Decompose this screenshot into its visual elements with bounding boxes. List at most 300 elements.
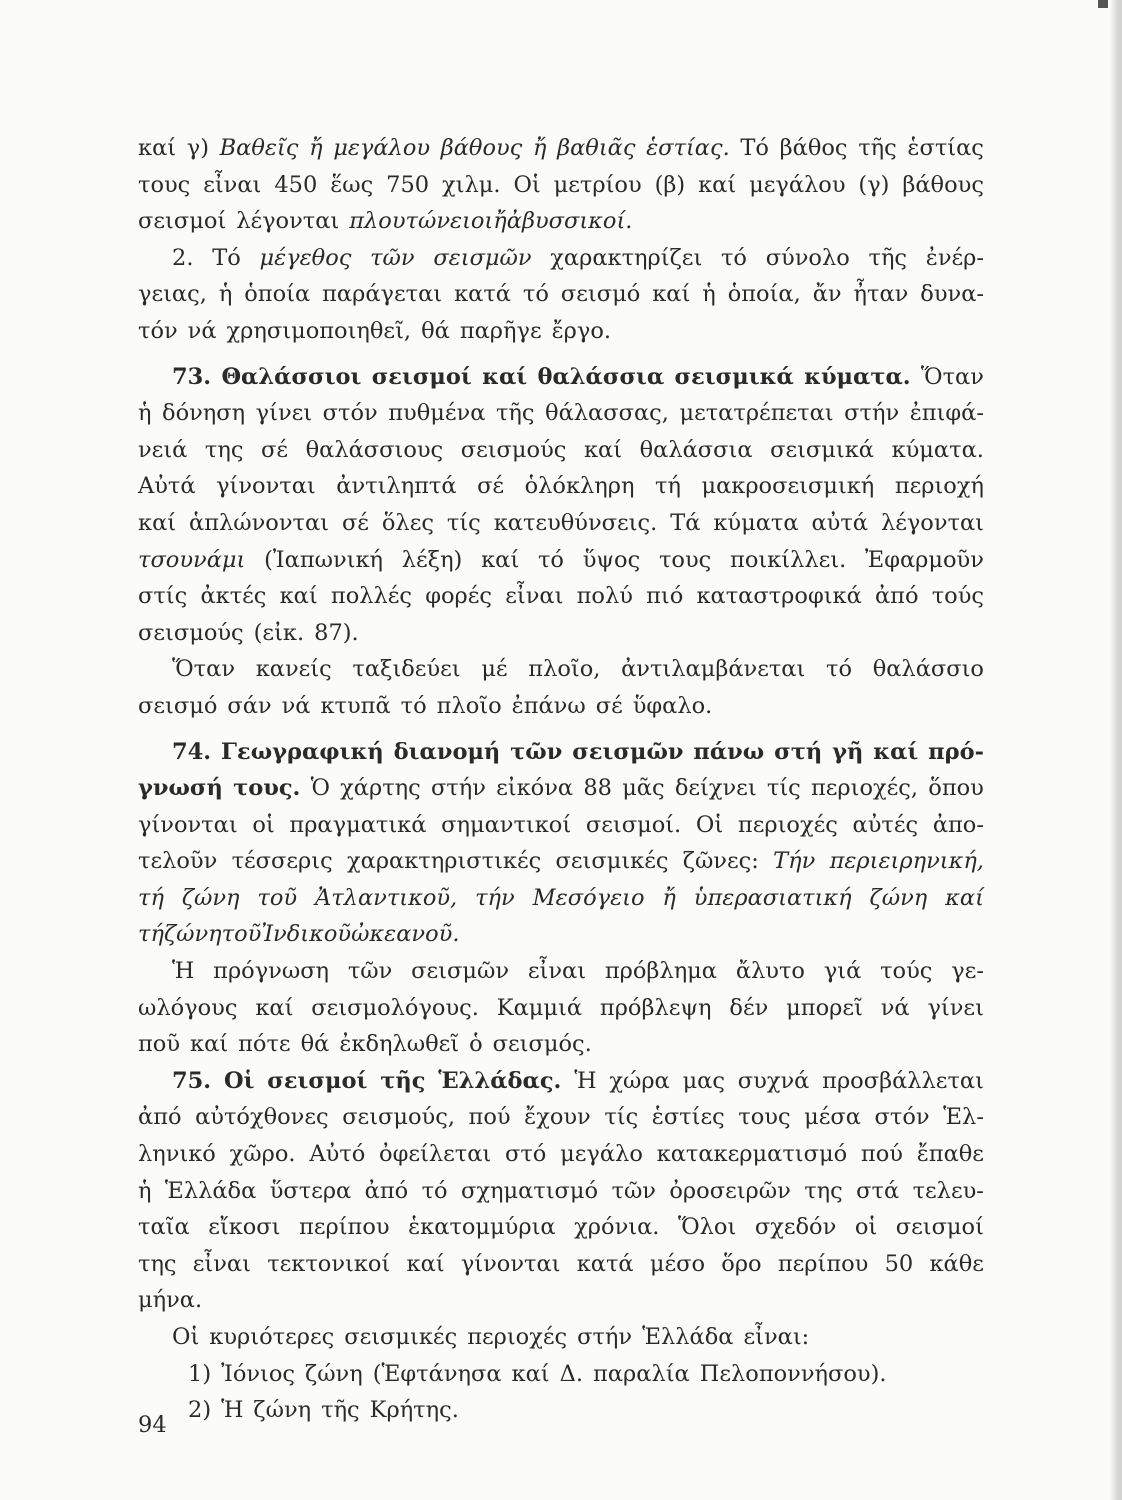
word: δόνηση	[162, 400, 246, 427]
page-edge-shadow	[1110, 0, 1122, 1500]
word: Πελοποννήσου).	[699, 1360, 887, 1387]
text-line	[138, 578, 984, 615]
word: περιοχές	[737, 811, 838, 838]
word: πλουτώνειοι	[349, 208, 494, 235]
word: πού	[468, 1104, 511, 1131]
word: ποικίλλει.	[730, 546, 847, 573]
word: αὐτόχθονες	[195, 1104, 329, 1131]
word: ὀφείλεται	[379, 1141, 492, 1168]
word: σεισμούς	[138, 619, 244, 646]
word: πλοῖο,	[528, 656, 601, 683]
word: Τό	[740, 135, 769, 161]
word: ἑστίας.	[646, 135, 730, 161]
word: εἶναι	[203, 171, 262, 198]
word: ζώνη	[163, 921, 222, 948]
word: τῆς	[321, 1397, 360, 1424]
word: της	[204, 436, 244, 463]
section-heading-75	[138, 1063, 984, 1100]
word: πολύ	[576, 583, 633, 610]
word: σεισμικές	[555, 848, 669, 875]
word: Αὐτό	[309, 1141, 366, 1168]
word: μέσο	[649, 1250, 706, 1277]
word: τόν	[138, 317, 178, 344]
word: ὁποία	[244, 281, 311, 308]
word: κανείς	[255, 656, 332, 683]
word: πότε	[238, 1031, 291, 1058]
text-line	[138, 1319, 984, 1356]
word: σεισμοί	[267, 1067, 368, 1094]
word: γνωσή	[138, 775, 223, 802]
word: λέγονται	[236, 208, 340, 235]
word: ταξιδεύει	[352, 656, 461, 683]
text-line	[138, 880, 984, 917]
word: ὀροσειρῶν	[669, 1177, 791, 1204]
word: Βαθεῖς	[219, 135, 299, 161]
text-line	[138, 240, 984, 277]
word: χιλμ.	[442, 171, 501, 198]
word: παραλία	[593, 1360, 690, 1387]
word: καί	[279, 583, 318, 610]
word: τήν	[475, 884, 515, 911]
word: σεισμούς	[460, 436, 567, 463]
word: χρησιμοποιηθεῖ,	[226, 317, 412, 344]
word: σέ	[261, 436, 289, 463]
word: στό	[505, 1141, 547, 1168]
word: Ἀτλαντικοῦ,	[314, 884, 458, 911]
word: ὑπερασιατική	[693, 884, 852, 911]
word: Ἑλλάδα	[642, 1324, 734, 1350]
word: (Ἰαπωνική	[264, 546, 383, 573]
word: τίς	[604, 1104, 639, 1131]
word: ληνικό	[138, 1141, 216, 1168]
word: μετρίου	[553, 171, 642, 198]
word: Ἐφαρμοῦν	[865, 546, 984, 573]
word: τοῦ	[257, 884, 298, 911]
word: ἀπό	[364, 1177, 409, 1204]
word: θαλάσσια	[639, 436, 753, 463]
word: πρό-	[928, 738, 984, 765]
word: (γ)	[858, 171, 890, 198]
word: ὁποία,	[727, 281, 801, 308]
word: στήν	[430, 775, 486, 802]
word: 74.	[172, 738, 212, 765]
word: μεγάλο	[560, 1141, 643, 1168]
word: (Ἑφτάνησα	[372, 1360, 502, 1387]
word: προσβάλλεται	[822, 1067, 984, 1094]
word: κτυπᾶ	[320, 692, 391, 719]
word: ἀβυσσικοί.	[506, 208, 633, 235]
text-line	[138, 1099, 984, 1136]
word: ἀπο-	[932, 811, 984, 838]
text-line	[138, 651, 984, 688]
word: στήν	[577, 1324, 633, 1350]
word: γίνει	[255, 400, 313, 427]
word: μεγάλου	[749, 171, 846, 198]
word: ἄλυτο	[735, 958, 805, 985]
word: νά	[880, 994, 910, 1021]
word: σχηματισμό	[461, 1177, 599, 1204]
word: εἶναι	[505, 583, 564, 610]
word: μήνα.	[138, 1287, 203, 1314]
word: δυνα-	[920, 281, 984, 308]
word: τό	[522, 281, 549, 308]
word: τεκτονικοί	[267, 1250, 391, 1277]
word: ὅρο	[721, 1250, 762, 1277]
word: κύματα.	[804, 363, 911, 390]
word: τῆς	[380, 1067, 426, 1094]
word: ὠκεανοῦ.	[351, 921, 460, 948]
word: τῶν	[370, 244, 415, 271]
word: ἤ	[493, 208, 507, 235]
word: της	[804, 1177, 843, 1204]
word: τῶν	[510, 738, 563, 765]
word: σεισμῶν	[433, 244, 532, 271]
word: πού	[860, 1141, 903, 1168]
word: ἑστίες	[651, 1104, 725, 1131]
scan-mark	[1098, 0, 1108, 8]
word: πιό	[646, 583, 684, 610]
word: γ)	[186, 135, 209, 161]
word: χάρτης	[340, 775, 421, 802]
word: σεισμῶν	[572, 738, 684, 765]
word: τους	[738, 1104, 791, 1131]
word: εἶναι	[527, 958, 587, 985]
text-line	[138, 203, 984, 240]
word: ἀκτές	[200, 583, 267, 610]
word: στόν	[322, 400, 378, 427]
word: κύματα	[713, 509, 799, 536]
word: τίς	[446, 509, 481, 536]
word: σύνολο	[765, 244, 850, 271]
word: σχεδόν	[754, 1214, 837, 1241]
word: τους	[658, 546, 712, 573]
word: ζώνη	[253, 1397, 312, 1424]
word: γιά	[823, 958, 862, 985]
word: 450	[274, 171, 318, 198]
word: 73.	[172, 363, 212, 390]
word: ἔχουν	[524, 1104, 591, 1131]
word: πλοῖο	[436, 692, 502, 719]
word: 2)	[188, 1397, 212, 1424]
word: ωλόγους	[138, 994, 238, 1021]
word: καί	[583, 436, 623, 463]
word: Ἡ	[221, 1397, 244, 1424]
word: ἤ	[532, 135, 547, 161]
section-heading-73	[138, 359, 984, 396]
word: τό	[421, 1177, 448, 1204]
word: σεισμός.	[492, 1031, 592, 1058]
word: κατευθύνσεις.	[493, 509, 658, 536]
word: 75.	[172, 1067, 212, 1094]
word: γίνονται	[138, 811, 238, 838]
word: ἤ	[662, 884, 676, 911]
word: περιοχές,	[810, 775, 919, 802]
word: σεισμό	[560, 281, 641, 308]
word: Ὁ	[310, 775, 330, 802]
text-line	[138, 843, 984, 880]
word: σεισμοί	[895, 1214, 984, 1241]
word: πρόγνωση	[213, 958, 330, 985]
word: μετατρέπεται	[679, 400, 834, 427]
word: μας	[682, 1067, 725, 1094]
word: ἡ	[138, 1177, 152, 1204]
word: ἡ	[702, 281, 716, 308]
word: μεγάλου	[333, 135, 431, 161]
word: μέγεθος	[259, 244, 352, 271]
word: ὅπου	[928, 775, 984, 802]
page-number: 94	[138, 1412, 167, 1438]
word: μέσα	[804, 1104, 861, 1131]
word: γίνονται	[216, 473, 316, 500]
word: κάθε	[929, 1250, 984, 1277]
word: στήν	[844, 400, 900, 427]
word: ζώνη	[869, 884, 928, 911]
word: σεισμοί	[138, 208, 227, 235]
word: εἶναι	[192, 1250, 251, 1277]
word: ποῦ	[138, 1031, 181, 1058]
word: σέ	[477, 473, 505, 500]
word: σεισμολόγους.	[311, 994, 479, 1021]
word: της	[138, 1250, 177, 1277]
word: τίς	[766, 775, 801, 802]
word: ἔργο.	[551, 317, 612, 344]
word: Γεωγραφική	[221, 738, 384, 765]
word: καί	[482, 363, 528, 390]
word: σεισμικές	[344, 1324, 458, 1350]
word: τους	[138, 171, 191, 198]
word: Ἰόνιος	[221, 1360, 296, 1387]
word: ἐπιφά-	[909, 400, 984, 427]
word: ὅλες	[381, 509, 434, 536]
word: Καμμιά	[496, 994, 583, 1021]
word: ταῖα	[138, 1214, 190, 1241]
word: βάθους	[440, 135, 523, 161]
word: θά	[421, 317, 450, 344]
text-line	[138, 505, 984, 542]
text-line	[138, 953, 984, 990]
word: περίπου	[777, 1250, 869, 1277]
text-line	[138, 468, 984, 505]
word: κατά	[454, 281, 511, 308]
section-heading-74	[138, 734, 984, 771]
word: θαλάσσιο	[872, 656, 984, 683]
word: πρόβλεψη	[599, 994, 712, 1021]
word: τσουνάμι	[138, 546, 246, 573]
word: 87).	[314, 619, 359, 646]
word: βάθους	[902, 171, 984, 198]
text-line	[138, 688, 984, 725]
text-line	[138, 1246, 984, 1283]
word: τῆς	[858, 135, 897, 161]
word: τό	[720, 244, 747, 271]
word: ζώνη	[181, 884, 240, 911]
word: νειά	[138, 436, 188, 463]
word: Ἡ	[172, 958, 195, 985]
word: ἐπάνω	[511, 692, 586, 719]
word: θά	[300, 1031, 330, 1058]
word: καί	[138, 135, 177, 161]
text-line	[138, 1209, 984, 1246]
text-line	[138, 1282, 984, 1319]
word: καί	[190, 1031, 229, 1058]
word: Οἱ	[695, 811, 724, 838]
word: Οἱ	[172, 1324, 200, 1350]
word: τῶν	[611, 1177, 656, 1204]
word: ἀπό	[874, 583, 919, 610]
word: καί	[652, 281, 691, 308]
word: οἱ	[854, 1214, 878, 1241]
text-line	[138, 1136, 984, 1173]
word: περιειρηνική,	[829, 848, 984, 875]
word: Οἱ	[513, 171, 541, 198]
word: ζῶνες:	[682, 848, 759, 875]
word: Κρήτης.	[369, 1397, 459, 1424]
word: Θαλάσσιοι	[221, 363, 362, 390]
word: καί	[511, 1360, 550, 1387]
word: τῶν	[347, 958, 393, 985]
word: βάθος	[779, 135, 848, 161]
word: ὕστερα	[269, 1177, 352, 1204]
text-line	[138, 313, 984, 350]
word: (β)	[654, 171, 686, 198]
list-item	[138, 1356, 984, 1393]
word: σάν	[227, 692, 272, 719]
word: καί	[138, 509, 177, 536]
word: διανομή	[393, 738, 501, 765]
word: ἐνέρ-	[925, 244, 984, 271]
text-line	[138, 615, 984, 652]
word: γῆ	[832, 738, 864, 765]
word: πολλές	[330, 583, 413, 610]
word: Ὅλοι	[677, 1214, 737, 1241]
word: χώρα	[609, 1067, 670, 1094]
word: σέ	[595, 692, 623, 719]
word: τῆς	[495, 400, 535, 427]
word: παρῆγε	[459, 317, 542, 344]
word: ὕψος	[582, 546, 641, 573]
word: συχνά	[737, 1067, 810, 1094]
word: δέν	[729, 994, 769, 1021]
word: μέ	[481, 656, 508, 683]
word: 88	[583, 775, 612, 802]
text-line	[138, 276, 984, 313]
word: καί	[406, 1250, 445, 1277]
word: σεισμοί	[371, 363, 472, 390]
word: Μεσόγειο	[532, 884, 645, 911]
word: περιοχή	[894, 473, 984, 500]
text-line	[138, 167, 984, 204]
word: γε-	[951, 958, 984, 985]
word: τό	[826, 656, 852, 683]
word: ἀντιληπτά	[336, 473, 457, 500]
word: εἴκοσι	[208, 1214, 281, 1241]
word: 50	[884, 1250, 914, 1277]
word: τοῦ	[221, 921, 262, 948]
word: τό	[400, 692, 427, 719]
word: τῆς	[868, 244, 908, 271]
word: καί	[873, 738, 919, 765]
word: πυθμένα	[388, 400, 486, 427]
word: χαρακτηρίζει	[550, 244, 703, 271]
word: ἕως	[330, 171, 374, 198]
word: κατακερματισμό	[656, 1141, 848, 1168]
word: στίς	[138, 583, 188, 610]
word: τή	[655, 473, 681, 500]
word: περιοχές	[467, 1324, 568, 1350]
word: ζώνη	[305, 1360, 363, 1387]
word: στά	[856, 1177, 900, 1204]
word: Ἑλλάδα	[164, 1177, 257, 1204]
word: Ἑλ-	[943, 1104, 984, 1131]
word: Ὅταν	[920, 363, 984, 390]
word: μπορεῖ	[786, 994, 863, 1021]
text-line	[138, 916, 984, 953]
word: στή	[774, 738, 823, 765]
word: σεισμούς,	[342, 1104, 455, 1131]
word: θαλάσσια	[537, 363, 665, 390]
word: ὕφαλο.	[632, 692, 713, 719]
word: Ἡ	[574, 1067, 597, 1094]
word: γίνονται	[460, 1250, 561, 1277]
word: σεισμοί.	[585, 811, 682, 838]
word: στόν	[874, 1104, 930, 1131]
word: σεισμῶν	[411, 958, 510, 985]
word: ἑκατομμύρια	[408, 1214, 556, 1241]
list-item	[138, 1392, 984, 1429]
word: τους.	[233, 775, 301, 802]
word: βαθιᾶς	[557, 135, 636, 161]
word: εἶναι:	[743, 1324, 810, 1350]
word: τούς	[880, 958, 933, 985]
word: σημαντικοί	[441, 811, 572, 838]
word: τέσσερις	[231, 848, 333, 875]
word: μακροσεισμική	[701, 473, 875, 500]
word: σεισμό	[138, 692, 218, 719]
word: ἦταν	[853, 281, 909, 308]
word: τή	[138, 921, 164, 948]
text-line	[138, 130, 984, 167]
word: τή	[138, 884, 164, 911]
word: (εἰκ.	[253, 619, 305, 646]
word: λέγονται	[880, 509, 984, 536]
word: ἡ	[138, 400, 152, 427]
text-line	[138, 807, 984, 844]
word: θαλάσσιους	[305, 436, 444, 463]
word: κατά	[576, 1250, 634, 1277]
word: Τό	[212, 244, 241, 271]
word: ἀπό	[138, 1104, 182, 1131]
word: Ὅταν	[172, 656, 236, 683]
word: χρόνια.	[574, 1214, 660, 1241]
word: τούς	[931, 583, 984, 610]
word: θάλασσας,	[545, 400, 669, 427]
word: γειας,	[138, 281, 207, 308]
word: σεισμικά	[674, 363, 794, 390]
word: Δ.	[559, 1360, 584, 1387]
word: νά	[281, 692, 311, 719]
text-line	[138, 1026, 984, 1063]
word: λέξη)	[401, 546, 463, 573]
word: πάνω	[693, 738, 765, 765]
word: ἁπλώνονται	[189, 509, 329, 536]
word: φορές	[425, 583, 493, 610]
text-line	[138, 395, 984, 432]
word: τελοῦν	[138, 848, 218, 875]
word: Οἱ	[223, 1067, 255, 1094]
word: δείχνει	[674, 775, 757, 802]
word: χῶρο.	[229, 1141, 296, 1168]
word: ἀντιλαμβάνεται	[621, 656, 806, 683]
